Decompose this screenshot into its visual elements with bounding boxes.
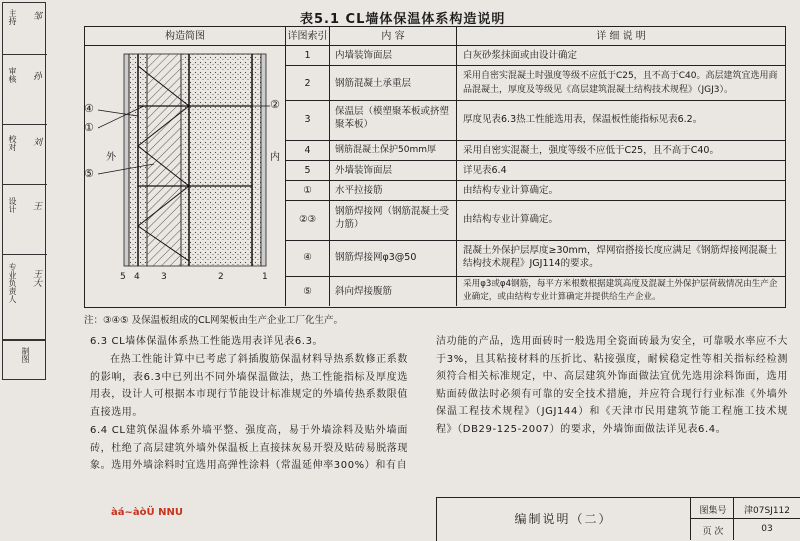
outside-label: 外 bbox=[106, 152, 116, 163]
title-block bbox=[436, 497, 800, 541]
row-index: 5 bbox=[304, 165, 311, 176]
table-header: 详图索引 bbox=[286, 27, 329, 46]
stamp-cell bbox=[3, 185, 47, 255]
stamp-label: 校对 bbox=[8, 135, 17, 151]
section-6-4-body: 6.4 CL建筑保温体系外墙平整、强度高，易于外墙涂料及贴外墙面砖，杜绝了高层建筑外墙外保温板上直接抹灰易开裂及贴砖易脱落现象。选用外墙涂料时宜选用高弹性涂料（常温延伸率300%）和有自 bbox=[90, 425, 408, 471]
bearing-concrete-layer bbox=[181, 54, 261, 266]
column-divider bbox=[329, 27, 330, 306]
layer-number: 5 bbox=[120, 272, 126, 282]
row-detail: 采用自密实混凝土，强度等级不应低于C25，且不高于C40。 bbox=[463, 145, 719, 156]
row-content: 钢筋混凝土承重层 bbox=[335, 78, 412, 89]
row-content: 钢筋焊接网（钢筋混凝土受力筋） bbox=[335, 206, 450, 230]
section-6-3-heading: 6.3 CL墙体保温体系热工性能选用表详见表6.3。 bbox=[90, 336, 324, 347]
stamp-cell bbox=[3, 3, 47, 55]
row-detail: 采用自密实混凝土时强度等级不应低于C25，且不高于C40。高层建筑宜选用商品混凝土，厚度及等级见《高层建筑混凝土结构技术规程》（JGJ3）。 bbox=[463, 71, 778, 95]
table-note: 注：③④⑤ 及保温板组成的CL网架板由生产企业工厂化生产。 bbox=[84, 315, 343, 326]
row-index: ⑤ bbox=[303, 286, 312, 297]
layer-number: 3 bbox=[161, 272, 167, 282]
row-index: ②③ bbox=[298, 214, 317, 225]
signature: 孙 bbox=[31, 71, 41, 80]
stamp-label: 制图 bbox=[21, 347, 30, 363]
row-index: 1 bbox=[304, 50, 311, 61]
drafting-cell bbox=[2, 340, 46, 380]
approval-column bbox=[2, 2, 46, 340]
layer-number: 1 bbox=[262, 272, 268, 282]
table-header: 详 细 说 明 bbox=[457, 27, 785, 46]
layer-number: 4 bbox=[134, 272, 140, 282]
row-detail: 详见表6.4 bbox=[463, 165, 507, 176]
outer-finish-layer bbox=[124, 54, 129, 266]
stamp-label: 专业负责人 bbox=[8, 263, 17, 303]
title-block-divider bbox=[733, 498, 734, 540]
inside-label: 内 bbox=[270, 152, 280, 163]
page-number-label: 页 次 bbox=[702, 527, 724, 537]
wall-section-diagram bbox=[84, 46, 284, 308]
row-divider bbox=[285, 160, 785, 161]
inner-finish-layer bbox=[261, 54, 266, 266]
row-index: 2 bbox=[304, 78, 311, 89]
layer-number: 2 bbox=[218, 272, 224, 282]
stamp-label: 审核 bbox=[8, 67, 17, 83]
row-content: 钢筋焊接网φ3@50 bbox=[335, 252, 417, 263]
atlas-number: 津07SJ112 bbox=[744, 506, 790, 516]
row-detail: 白灰砂浆抹面或由设计确定 bbox=[463, 50, 578, 61]
stamp-label: 主持 bbox=[8, 9, 17, 25]
row-divider bbox=[285, 180, 785, 181]
stamp-cell bbox=[3, 125, 47, 185]
stamp-cell bbox=[3, 55, 47, 125]
column-divider bbox=[456, 27, 457, 306]
row-detail: 采用φ3或φ4钢筋，每平方米根数根据建筑高度及混凝土外保护层荷载情况由生产企业确定，或由结构专业计算确定并提供给生产企业。 bbox=[463, 279, 778, 302]
footer-garbled-text: àá~àòÜ NNU bbox=[111, 507, 183, 518]
page-title: 表5.1 CL墙体保温体系构造说明 bbox=[300, 12, 506, 27]
row-content: 水平拉接筋 bbox=[335, 185, 383, 196]
stamp-label: 设计 bbox=[8, 197, 17, 213]
row-divider bbox=[285, 200, 785, 201]
sheet-title: 编制说明（二） bbox=[437, 498, 691, 540]
row-divider bbox=[285, 100, 785, 101]
row-detail: 由结构专业计算确定。 bbox=[463, 185, 559, 196]
row-content: 钢筋混凝土保护50mm厚 bbox=[335, 145, 436, 155]
row-content: 保温层（模塑聚苯板或挤塑聚苯板） bbox=[335, 106, 450, 130]
row-detail: 混凝土外保护层厚度≥30mm，焊网宿搭接长度应满足《钢筋焊接网混凝土结构技术规程》JGJ114的要求。 bbox=[463, 245, 778, 269]
row-index: ④ bbox=[303, 252, 312, 263]
row-divider bbox=[285, 65, 785, 66]
callout-label: ④ bbox=[84, 102, 94, 115]
row-index: 3 bbox=[304, 114, 311, 125]
row-divider bbox=[285, 276, 785, 277]
row-detail: 厚度见表6.3热工性能选用表，保温板性能指标见表6.2。 bbox=[463, 114, 703, 125]
row-index: 4 bbox=[304, 145, 311, 156]
table-header: 内 容 bbox=[330, 27, 456, 46]
signature: 邹 bbox=[31, 11, 41, 20]
row-index: ① bbox=[303, 185, 312, 196]
signature: 王大 bbox=[31, 269, 41, 287]
stamp-cell bbox=[3, 255, 47, 339]
right-column-body: 洁功能的产品，选用面砖时一般选用全瓷面砖最为安全，可靠吸水率应不大于3%，且其粘接材料的压折比、粘接强度，耐候稳定性等相关指标经检测须符合相关标准规定，中、高层建筑外饰面做法宜优先选用涂料饰面，选用贴面砖做法时必须有可靠的安全技术措施，并应符合现行行业标准《外墙外保温工程技术规程》（JGJ144）和《天津市民用建筑节能工程施工技术规程》（DB29-125-2007）的要求，外墙饰面做法详见表6.4。 bbox=[436, 336, 788, 435]
row-content: 斜向焊接腹筋 bbox=[335, 286, 393, 297]
row-content: 内墙装饰面层 bbox=[335, 50, 393, 61]
page-number: 03 bbox=[761, 524, 773, 534]
section-6-3-body: 在热工性能计算中已考虑了斜插腹筋保温材料导热系数修正系数的影响，表6.3中已列出不同外墙保温做法，热工性能指标及厚度选用表，设计人可根据本市现行节能设计标准规定的外墙传热系数限值直接选用。 bbox=[90, 354, 408, 418]
callout-label: ② bbox=[270, 98, 280, 111]
wall-section-svg bbox=[84, 46, 284, 308]
title-block-divider bbox=[691, 518, 800, 519]
row-divider bbox=[285, 240, 785, 241]
callout-label: ⑤ bbox=[84, 167, 94, 180]
signature: 刘 bbox=[31, 137, 41, 146]
atlas-number-label: 图集号 bbox=[699, 506, 727, 516]
signature: 王 bbox=[31, 201, 41, 210]
table-header: 构造简图 bbox=[85, 27, 285, 46]
callout-label: ① bbox=[84, 121, 94, 134]
row-content: 外墙装饰面层 bbox=[335, 165, 393, 176]
row-detail: 由结构专业计算确定。 bbox=[463, 214, 559, 225]
row-divider bbox=[285, 140, 785, 141]
